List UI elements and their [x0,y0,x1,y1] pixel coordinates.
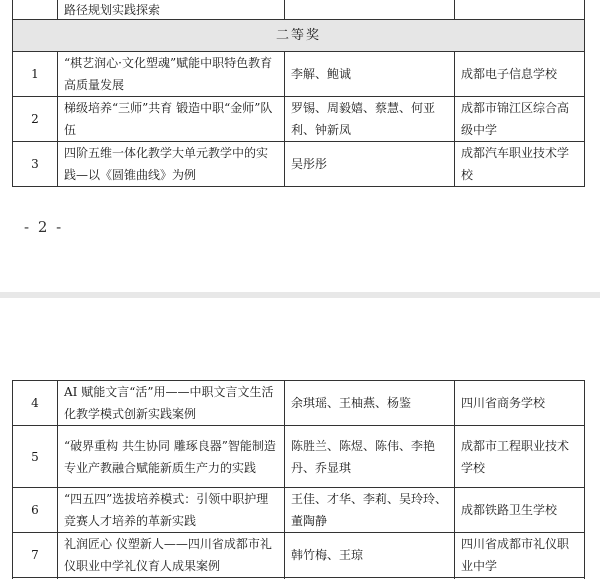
project-authors: 罗锡、周毅嬉、蔡慧、何亚利、钟新凤 [285,97,455,142]
project-authors: 李解、鲍诚 [285,52,455,97]
project-authors: 韩竹梅、王琼 [285,533,455,578]
table-row [13,381,585,426]
project-organization: 四川省成都市礼仪职业中学 [455,533,585,578]
row-number: 6 [13,488,58,533]
project-organization: 成都市锦江区综合高级中学 [455,97,585,142]
row-number: 4 [13,381,58,426]
project-title: 礼润匠心 仪塑新人——四川省成都市礼仪职业中学礼仪育人成果案例 [58,533,285,578]
section-header-row [13,20,585,52]
table-row [13,488,585,533]
table-row [13,97,585,142]
table-row [13,142,585,187]
project-title: “棋艺润心·文化塑魂”赋能中职特色教育高质量发展 [58,52,285,97]
project-title: “四五四”选拔培养模式：引领中职护理竞赛人才培养的革新实践 [58,488,285,533]
project-organization: 成都汽车职业技术学校 [455,142,585,187]
row-number: 3 [13,142,58,187]
project-authors [285,0,455,20]
project-authors: 王佳、才华、李莉、吴玲玲、董陶静 [285,488,455,533]
project-title: “破界重构 共生协同 雕琢良器”智能制造专业产教融合赋能新质生产力的实践 [58,426,285,488]
project-organization: 四川省商务学校 [455,381,585,426]
document-page-bottom [0,298,600,579]
row-number: 2 [13,97,58,142]
table-row-partial [13,0,585,20]
project-authors: 余琪瑶、王柚燕、杨鉴 [285,381,455,426]
award-table-bottom [12,380,585,579]
project-organization: 成都电子信息学校 [455,52,585,97]
project-organization: 成都铁路卫生学校 [455,488,585,533]
project-title: 四阶五维一体化教学大单元教学中的实践—以《圆锥曲线》为例 [58,142,285,187]
page-number: - 2 - [24,218,64,236]
row-number: 5 [13,426,58,488]
row-number: 7 [13,533,58,578]
project-title: 梯级培养“三师”共育 锻造中职“金师”队伍 [58,97,285,142]
row-number [13,0,58,20]
project-authors: 吴彤彤 [285,142,455,187]
project-authors: 陈胜兰、陈煜、陈伟、李艳丹、乔显琪 [285,426,455,488]
table-row [13,52,585,97]
award-table-top [12,0,585,187]
section-title: 二等奖 [13,20,585,52]
row-number: 1 [13,52,58,97]
project-organization: 成都市工程职业技术学校 [455,426,585,488]
table-row [13,426,585,488]
project-title: AI 赋能文言“活”用——中职文言文生活化教学模式创新实践案例 [58,381,285,426]
project-title: 路径规划实践探索 [58,0,285,20]
table-row [13,533,585,578]
project-organization [455,0,585,20]
